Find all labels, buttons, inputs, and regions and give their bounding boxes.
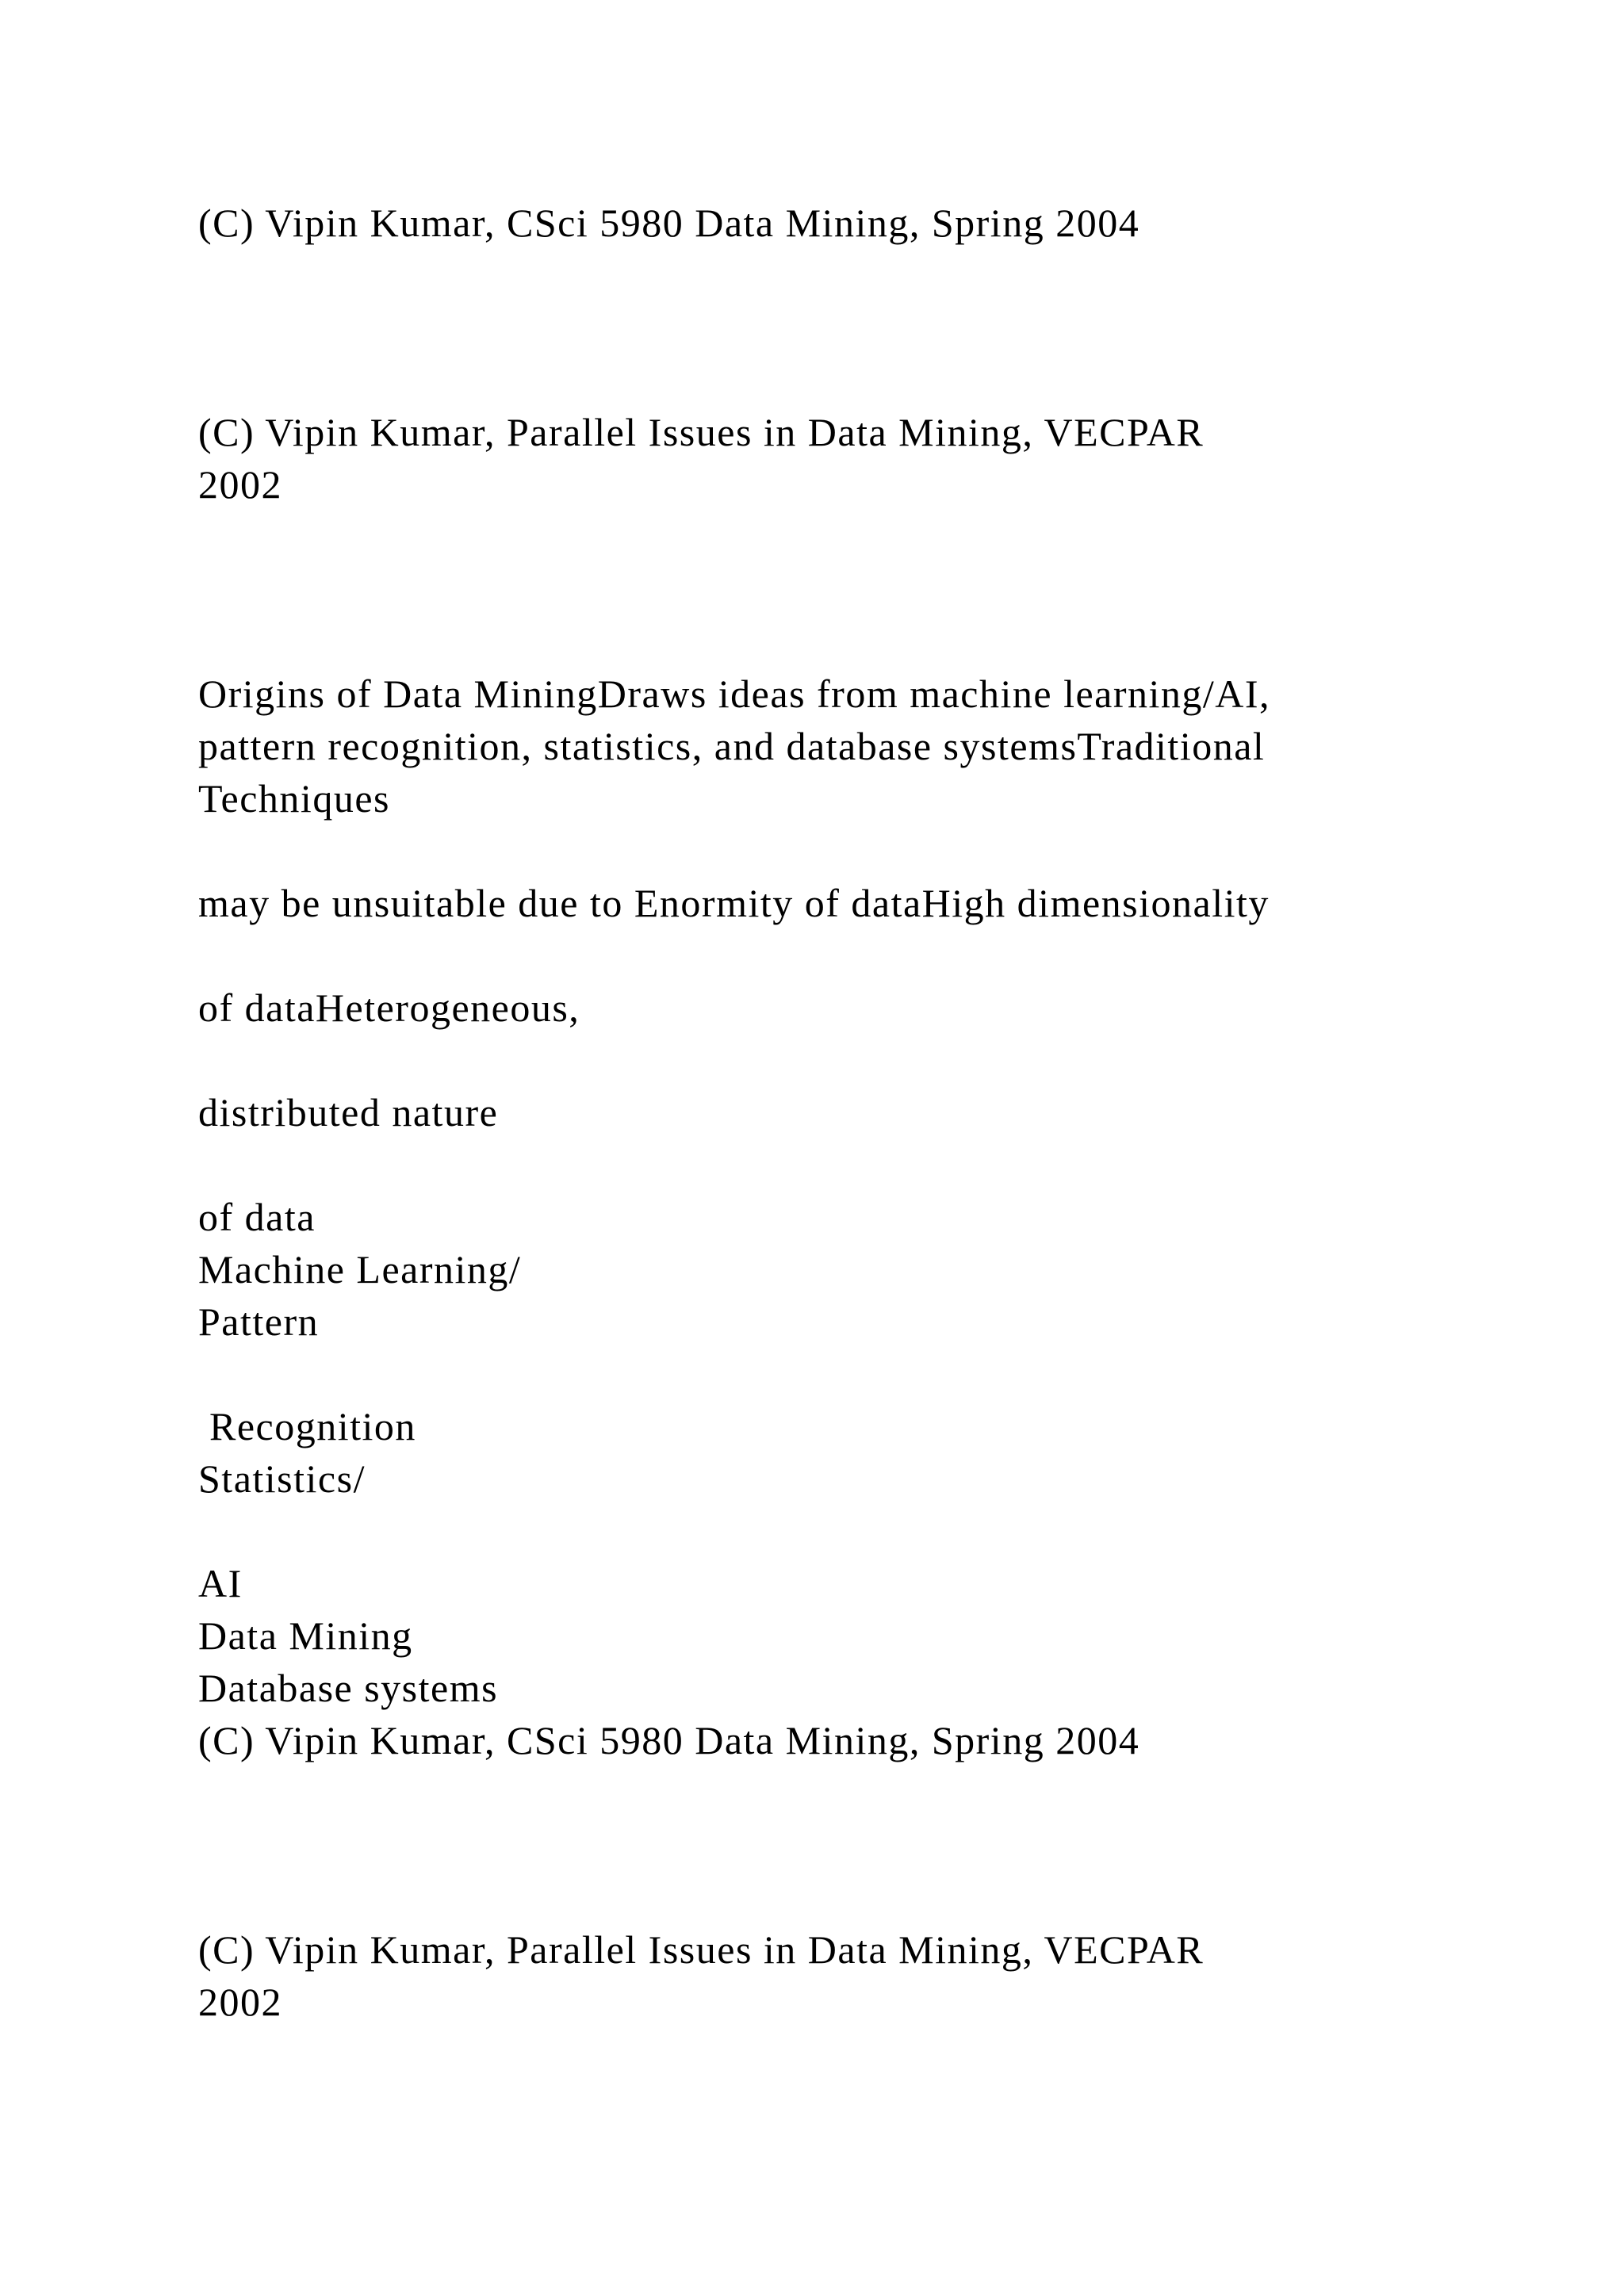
body-text-line: Techniques — [198, 776, 390, 821]
footer-vecpar-line: (C) Vipin Kumar, Parallel Issues in Data Mining, VECPAR — [198, 410, 1205, 454]
diagram-label-recognition: Recognition — [198, 1404, 416, 1448]
footer-course-line: (C) Vipin Kumar, CSci 5980 Data Mining, Spring 2004 — [198, 1718, 1140, 1762]
body-text-line: may be unsuitable due to Enormity of dataHigh dimensionality — [198, 881, 1270, 925]
footer-vecpar-year: 2002 — [198, 1980, 282, 2024]
footer-vecpar-line: (C) Vipin Kumar, Parallel Issues in Data Mining, VECPAR — [198, 1927, 1205, 1972]
diagram-label-statistics: Statistics/ — [198, 1456, 366, 1501]
body-text-line: of dataHeterogeneous, — [198, 985, 580, 1030]
diagram-label-database-systems: Database systems — [198, 1666, 499, 1710]
diagram-label-ai: AI — [198, 1561, 243, 1605]
footer-vecpar-year: 2002 — [198, 462, 282, 507]
body-text-line: Origins of Data MiningDraws ideas from machine learning/AI, — [198, 672, 1271, 716]
diagram-label-data-mining: Data Mining — [198, 1613, 413, 1658]
body-text-line: of data — [198, 1195, 316, 1239]
footer-course-line: (C) Vipin Kumar, CSci 5980 Data Mining, Spring 2004 — [198, 201, 1140, 245]
body-text-line: distributed nature — [198, 1090, 499, 1135]
diagram-label-pattern: Pattern — [198, 1299, 320, 1344]
body-text-line: pattern recognition, statistics, and database systemsTraditional — [198, 724, 1266, 768]
diagram-label-machine-learning: Machine Learning/ — [198, 1247, 522, 1292]
